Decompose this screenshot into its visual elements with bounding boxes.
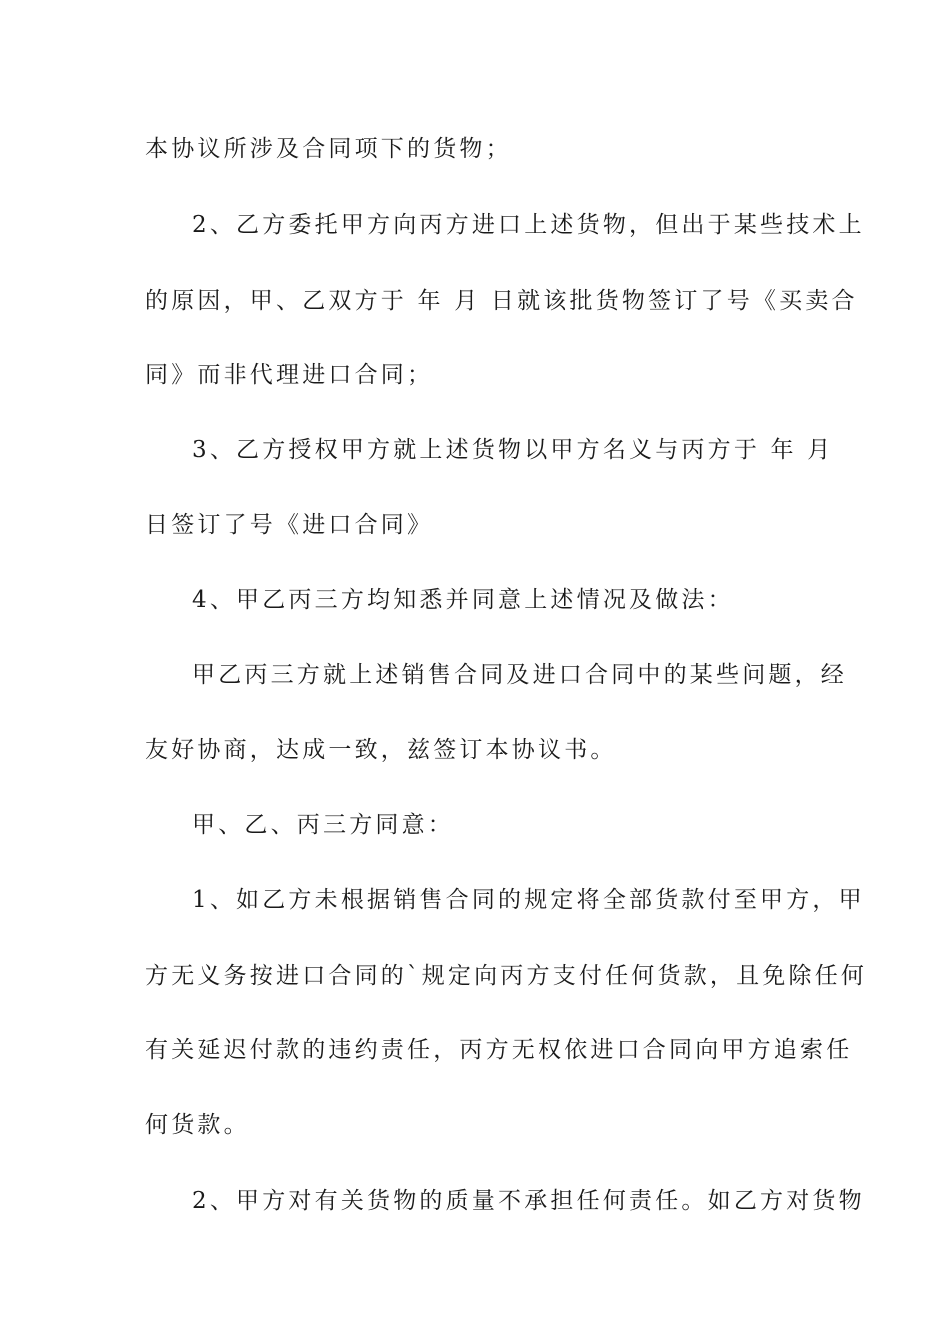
text-line: 本协议所涉及合同项下的货物； bbox=[145, 136, 512, 162]
text-line: 友好协商，达成一致，兹签订本协议书。 bbox=[145, 737, 617, 763]
text-line: 的原因，甲、乙双方于 年 月 日就该批货物签订了号《买卖合 bbox=[145, 288, 858, 314]
text-line: 1、如乙方未根据销售合同的规定将全部货款付至甲方，甲 bbox=[192, 887, 865, 913]
text-line: 3、乙方授权甲方就上述货物以甲方名义与丙方于 年 月 bbox=[192, 437, 834, 463]
text-line: 2、甲方对有关货物的质量不承担任何责任。如乙方对货物 bbox=[192, 1188, 865, 1214]
text-line: 2、乙方委托甲方向丙方进口上述货物，但出于某些技术上 bbox=[192, 212, 865, 238]
text-line: 4、甲乙丙三方均知悉并同意上述情况及做法： bbox=[192, 587, 734, 613]
text-line: 日签订了号《进口合同》 bbox=[145, 512, 434, 538]
text-line: 甲乙丙三方就上述销售合同及进口合同中的某些问题，经 bbox=[192, 662, 847, 688]
text-line: 同》而非代理进口合同； bbox=[145, 362, 434, 388]
text-line: 甲、乙、丙三方同意： bbox=[192, 812, 454, 838]
text-line: 有关延迟付款的违约责任，丙方无权依进口合同向甲方追索任 bbox=[145, 1037, 853, 1063]
text-line: 方无义务按进口合同的`规定向丙方支付任何货款，且免除任何 bbox=[145, 963, 868, 989]
text-line: 何货款。 bbox=[145, 1112, 250, 1138]
